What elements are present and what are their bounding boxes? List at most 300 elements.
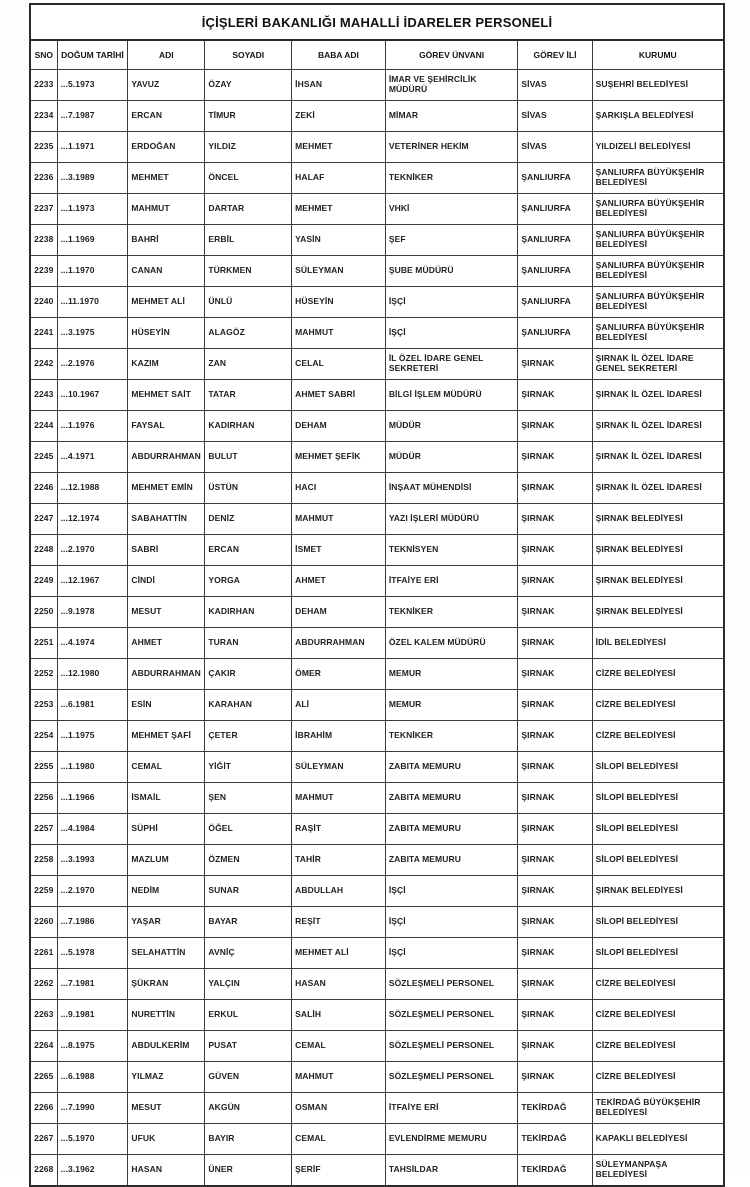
cell-dogum: ...10.1967 — [57, 380, 128, 411]
cell-unvan: SÖZLEŞMELİ PERSONEL — [385, 1031, 518, 1062]
cell-sno: 2243 — [30, 380, 57, 411]
cell-sno: 2249 — [30, 566, 57, 597]
table-row — [30, 845, 724, 876]
cell-dogum: ...7.1986 — [57, 907, 128, 938]
cell-unvan: MİMAR — [385, 101, 518, 132]
cell-il: ŞIRNAK — [518, 442, 592, 473]
cell-kurum: ŞIRNAK BELEDİYESİ — [592, 504, 724, 535]
cell-soyadi: YALÇIN — [205, 969, 292, 1000]
cell-il: ŞIRNAK — [518, 814, 592, 845]
table-row — [30, 1062, 724, 1093]
column-header-dogum: DOĞUM TARİHİ — [57, 40, 128, 70]
cell-sno: 2268 — [30, 1155, 57, 1187]
cell-soyadi: BAYIR — [205, 1124, 292, 1155]
cell-sno: 2248 — [30, 535, 57, 566]
cell-dogum: ...1.1975 — [57, 721, 128, 752]
cell-dogum: ...7.1990 — [57, 1093, 128, 1124]
cell-kurum: ŞIRNAK BELEDİYESİ — [592, 566, 724, 597]
cell-kurum: ŞANLIURFA BÜYÜKŞEHİR BELEDİYESİ — [592, 256, 724, 287]
cell-unvan: EVLENDİRME MEMURU — [385, 1124, 518, 1155]
table-row — [30, 721, 724, 752]
cell-baba: CEMAL — [292, 1031, 386, 1062]
cell-kurum: ŞANLIURFA BÜYÜKŞEHİR BELEDİYESİ — [592, 163, 724, 194]
cell-sno: 2254 — [30, 721, 57, 752]
cell-adi: SELAHATTİN — [128, 938, 205, 969]
table-row — [30, 628, 724, 659]
cell-soyadi: YİĞİT — [205, 752, 292, 783]
cell-kurum: CİZRE BELEDİYESİ — [592, 1000, 724, 1031]
cell-il: SİVAS — [518, 101, 592, 132]
cell-dogum: ...4.1974 — [57, 628, 128, 659]
cell-sno: 2247 — [30, 504, 57, 535]
cell-unvan: MÜDÜR — [385, 411, 518, 442]
cell-sno: 2237 — [30, 194, 57, 225]
cell-soyadi: ÖZAY — [205, 70, 292, 101]
cell-unvan: İŞÇİ — [385, 907, 518, 938]
cell-adi: HASAN — [128, 1155, 205, 1187]
cell-sno: 2256 — [30, 783, 57, 814]
cell-sno: 2242 — [30, 349, 57, 380]
cell-il: TEKİRDAĞ — [518, 1124, 592, 1155]
table-row — [30, 256, 724, 287]
table-row — [30, 1031, 724, 1062]
cell-dogum: ...11.1970 — [57, 287, 128, 318]
cell-adi: MESUT — [128, 597, 205, 628]
cell-soyadi: GÜVEN — [205, 1062, 292, 1093]
cell-dogum: ...3.1962 — [57, 1155, 128, 1187]
table-row — [30, 504, 724, 535]
cell-il: ŞIRNAK — [518, 969, 592, 1000]
cell-adi: ABDURRAHMAN — [128, 659, 205, 690]
cell-il: ŞIRNAK — [518, 535, 592, 566]
cell-unvan: ZABITA MEMURU — [385, 814, 518, 845]
cell-il: ŞIRNAK — [518, 473, 592, 504]
cell-kurum: CİZRE BELEDİYESİ — [592, 721, 724, 752]
cell-unvan: ÖZEL KALEM MÜDÜRÜ — [385, 628, 518, 659]
cell-soyadi: ÖNCEL — [205, 163, 292, 194]
table-row — [30, 473, 724, 504]
cell-sno: 2255 — [30, 752, 57, 783]
cell-unvan: SÖZLEŞMELİ PERSONEL — [385, 969, 518, 1000]
cell-kurum: ŞIRNAK BELEDİYESİ — [592, 876, 724, 907]
table-row — [30, 876, 724, 907]
cell-baba: AHMET SABRİ — [292, 380, 386, 411]
column-header-adi: ADI — [128, 40, 205, 70]
cell-sno: 2259 — [30, 876, 57, 907]
cell-adi: YAVUZ — [128, 70, 205, 101]
cell-unvan: İTFAİYE ERİ — [385, 566, 518, 597]
cell-kurum: SİLOPİ BELEDİYESİ — [592, 783, 724, 814]
cell-adi: HÜSEYİN — [128, 318, 205, 349]
cell-unvan: VETERİNER HEKİM — [385, 132, 518, 163]
cell-adi: MEHMET — [128, 163, 205, 194]
cell-il: ŞIRNAK — [518, 1062, 592, 1093]
cell-adi: AHMET — [128, 628, 205, 659]
cell-dogum: ...5.1970 — [57, 1124, 128, 1155]
cell-baba: CELAL — [292, 349, 386, 380]
table-row — [30, 442, 724, 473]
cell-kurum: ŞIRNAK BELEDİYESİ — [592, 597, 724, 628]
cell-unvan: ZABITA MEMURU — [385, 783, 518, 814]
cell-baba: TAHİR — [292, 845, 386, 876]
table-head — [30, 4, 724, 70]
cell-dogum: ...1.1976 — [57, 411, 128, 442]
cell-adi: CİNDİ — [128, 566, 205, 597]
cell-il: ŞIRNAK — [518, 845, 592, 876]
cell-baba: ABDULLAH — [292, 876, 386, 907]
cell-baba: MAHMUT — [292, 1062, 386, 1093]
cell-sno: 2267 — [30, 1124, 57, 1155]
cell-soyadi: ERKUL — [205, 1000, 292, 1031]
cell-adi: ŞÜKRAN — [128, 969, 205, 1000]
column-header-kurum: KURUMU — [592, 40, 724, 70]
cell-kurum: CİZRE BELEDİYESİ — [592, 659, 724, 690]
cell-dogum: ...2.1970 — [57, 876, 128, 907]
cell-soyadi: TÜRKMEN — [205, 256, 292, 287]
cell-il: SİVAS — [518, 132, 592, 163]
cell-baba: SALİH — [292, 1000, 386, 1031]
cell-unvan: SÖZLEŞMELİ PERSONEL — [385, 1062, 518, 1093]
cell-il: ŞIRNAK — [518, 907, 592, 938]
table-row — [30, 566, 724, 597]
cell-baba: DEHAM — [292, 411, 386, 442]
cell-kurum: SUŞEHRİ BELEDİYESİ — [592, 70, 724, 101]
cell-soyadi: DARTAR — [205, 194, 292, 225]
cell-dogum: ...4.1984 — [57, 814, 128, 845]
cell-kurum: TEKİRDAĞ BÜYÜKŞEHİR BELEDİYESİ — [592, 1093, 724, 1124]
cell-kurum: ŞANLIURFA BÜYÜKŞEHİR BELEDİYESİ — [592, 318, 724, 349]
cell-baba: MEHMET ŞEFİK — [292, 442, 386, 473]
cell-il: ŞIRNAK — [518, 876, 592, 907]
cell-sno: 2253 — [30, 690, 57, 721]
cell-sno: 2263 — [30, 1000, 57, 1031]
cell-adi: MAHMUT — [128, 194, 205, 225]
cell-baba: MEHMET — [292, 132, 386, 163]
title-row — [30, 4, 724, 40]
cell-baba: HASAN — [292, 969, 386, 1000]
page-title: İÇİŞLERİ BAKANLIĞI MAHALLİ İDARELER PERSONELİ — [30, 4, 724, 40]
cell-sno: 2233 — [30, 70, 57, 101]
cell-dogum: ...5.1973 — [57, 70, 128, 101]
cell-adi: ESİN — [128, 690, 205, 721]
cell-unvan: TEKNİKER — [385, 163, 518, 194]
cell-kurum: ŞIRNAK BELEDİYESİ — [592, 535, 724, 566]
cell-adi: İSMAİL — [128, 783, 205, 814]
cell-kurum: ŞIRNAK İL ÖZEL İDARESİ — [592, 411, 724, 442]
cell-sno: 2238 — [30, 225, 57, 256]
cell-sno: 2266 — [30, 1093, 57, 1124]
cell-soyadi: KARAHAN — [205, 690, 292, 721]
cell-soyadi: DENİZ — [205, 504, 292, 535]
cell-baba: ŞERİF — [292, 1155, 386, 1187]
cell-adi: NURETTİN — [128, 1000, 205, 1031]
cell-sno: 2262 — [30, 969, 57, 1000]
table-row — [30, 783, 724, 814]
cell-adi: SABRİ — [128, 535, 205, 566]
cell-soyadi: SUNAR — [205, 876, 292, 907]
cell-kurum: CİZRE BELEDİYESİ — [592, 1062, 724, 1093]
column-header-unvan: GÖREV ÜNVANI — [385, 40, 518, 70]
cell-unvan: İL ÖZEL İDARE GENEL SEKRETERİ — [385, 349, 518, 380]
cell-adi: MESUT — [128, 1093, 205, 1124]
cell-baba: İBRAHİM — [292, 721, 386, 752]
cell-baba: İHSAN — [292, 70, 386, 101]
cell-unvan: İŞÇİ — [385, 938, 518, 969]
cell-dogum: ...7.1981 — [57, 969, 128, 1000]
table-row — [30, 938, 724, 969]
cell-unvan: SÖZLEŞMELİ PERSONEL — [385, 1000, 518, 1031]
cell-soyadi: AVNİÇ — [205, 938, 292, 969]
table-row — [30, 752, 724, 783]
table-row — [30, 814, 724, 845]
cell-dogum: ...12.1988 — [57, 473, 128, 504]
cell-il: ŞIRNAK — [518, 628, 592, 659]
cell-adi: YILMAZ — [128, 1062, 205, 1093]
cell-kurum: ŞARKIŞLA BELEDİYESİ — [592, 101, 724, 132]
cell-sno: 2246 — [30, 473, 57, 504]
column-header-il: GÖREV İLİ — [518, 40, 592, 70]
cell-baba: HACI — [292, 473, 386, 504]
cell-unvan: İŞÇİ — [385, 287, 518, 318]
cell-unvan: YAZI İŞLERİ MÜDÜRÜ — [385, 504, 518, 535]
table-row — [30, 411, 724, 442]
cell-adi: ABDULKERİM — [128, 1031, 205, 1062]
cell-unvan: ŞUBE MÜDÜRÜ — [385, 256, 518, 287]
cell-il: ŞIRNAK — [518, 411, 592, 442]
cell-il: ŞIRNAK — [518, 783, 592, 814]
cell-il: TEKİRDAĞ — [518, 1155, 592, 1187]
cell-kurum: SİLOPİ BELEDİYESİ — [592, 752, 724, 783]
table-row — [30, 101, 724, 132]
cell-il: TEKİRDAĞ — [518, 1093, 592, 1124]
cell-soyadi: ZAN — [205, 349, 292, 380]
cell-dogum: ...3.1975 — [57, 318, 128, 349]
cell-baba: SÜLEYMAN — [292, 752, 386, 783]
cell-il: SİVAS — [518, 70, 592, 101]
cell-il: ŞIRNAK — [518, 1000, 592, 1031]
cell-soyadi: BULUT — [205, 442, 292, 473]
cell-kurum: İDİL BELEDİYESİ — [592, 628, 724, 659]
cell-kurum: SİLOPİ BELEDİYESİ — [592, 814, 724, 845]
cell-dogum: ...9.1981 — [57, 1000, 128, 1031]
cell-baba: MEHMET ALİ — [292, 938, 386, 969]
cell-baba: CEMAL — [292, 1124, 386, 1155]
cell-kurum: KAPAKLI BELEDİYESİ — [592, 1124, 724, 1155]
cell-adi: NEDİM — [128, 876, 205, 907]
cell-baba: İSMET — [292, 535, 386, 566]
cell-il: ŞIRNAK — [518, 504, 592, 535]
cell-unvan: İNŞAAT MÜHENDİSİ — [385, 473, 518, 504]
cell-il: ŞIRNAK — [518, 380, 592, 411]
column-header-sno: SNO — [30, 40, 57, 70]
cell-kurum: SÜLEYMANPAŞA BELEDİYESİ — [592, 1155, 724, 1187]
cell-adi: ABDURRAHMAN — [128, 442, 205, 473]
column-header-soyadi: SOYADI — [205, 40, 292, 70]
cell-dogum: ...3.1993 — [57, 845, 128, 876]
cell-baba: YASİN — [292, 225, 386, 256]
cell-kurum: CİZRE BELEDİYESİ — [592, 1031, 724, 1062]
cell-il: ŞIRNAK — [518, 1031, 592, 1062]
cell-dogum: ...7.1987 — [57, 101, 128, 132]
cell-baba: RAŞİT — [292, 814, 386, 845]
table-row — [30, 132, 724, 163]
cell-kurum: ŞANLIURFA BÜYÜKŞEHİR BELEDİYESİ — [592, 194, 724, 225]
cell-soyadi: PUSAT — [205, 1031, 292, 1062]
cell-baba: MAHMUT — [292, 783, 386, 814]
cell-il: ŞIRNAK — [518, 659, 592, 690]
cell-dogum: ...12.1967 — [57, 566, 128, 597]
table-row — [30, 225, 724, 256]
column-header-baba: BABA ADI — [292, 40, 386, 70]
cell-baba: MAHMUT — [292, 318, 386, 349]
cell-kurum: ŞANLIURFA BÜYÜKŞEHİR BELEDİYESİ — [592, 225, 724, 256]
cell-soyadi: TİMUR — [205, 101, 292, 132]
cell-il: ŞIRNAK — [518, 752, 592, 783]
table-row — [30, 194, 724, 225]
cell-soyadi: TURAN — [205, 628, 292, 659]
cell-il: ŞIRNAK — [518, 690, 592, 721]
cell-baba: HÜSEYİN — [292, 287, 386, 318]
table-body — [30, 70, 724, 1187]
cell-il: ŞANLIURFA — [518, 194, 592, 225]
cell-il: ŞANLIURFA — [518, 163, 592, 194]
cell-sno: 2252 — [30, 659, 57, 690]
cell-dogum: ...1.1970 — [57, 256, 128, 287]
cell-unvan: İŞÇİ — [385, 318, 518, 349]
cell-unvan: ŞEF — [385, 225, 518, 256]
cell-il: ŞIRNAK — [518, 566, 592, 597]
cell-kurum: SİLOPİ BELEDİYESİ — [592, 845, 724, 876]
cell-soyadi: ÇAKIR — [205, 659, 292, 690]
cell-dogum: ...12.1974 — [57, 504, 128, 535]
cell-il: ŞANLIURFA — [518, 225, 592, 256]
cell-baba: MAHMUT — [292, 504, 386, 535]
cell-dogum: ...12.1980 — [57, 659, 128, 690]
cell-unvan: MEMUR — [385, 690, 518, 721]
table-row — [30, 1155, 724, 1187]
cell-baba: AHMET — [292, 566, 386, 597]
cell-adi: MEHMET ŞAFİ — [128, 721, 205, 752]
cell-soyadi: ALAGÖZ — [205, 318, 292, 349]
cell-soyadi: KADIRHAN — [205, 597, 292, 628]
cell-baba: ALİ — [292, 690, 386, 721]
table-row — [30, 318, 724, 349]
cell-adi: ERCAN — [128, 101, 205, 132]
cell-adi: MEHMET EMİN — [128, 473, 205, 504]
cell-unvan: TEKNİKER — [385, 597, 518, 628]
column-header-row — [30, 40, 724, 70]
cell-unvan: İŞÇİ — [385, 876, 518, 907]
cell-unvan: TAHSİLDAR — [385, 1155, 518, 1187]
table-row — [30, 70, 724, 101]
cell-dogum: ...1.1971 — [57, 132, 128, 163]
cell-dogum: ...2.1970 — [57, 535, 128, 566]
cell-kurum: ŞIRNAK İL ÖZEL İDARESİ — [592, 442, 724, 473]
cell-baba: OSMAN — [292, 1093, 386, 1124]
cell-baba: REŞİT — [292, 907, 386, 938]
cell-il: ŞIRNAK — [518, 597, 592, 628]
cell-soyadi: BAYAR — [205, 907, 292, 938]
cell-soyadi: AKGÜN — [205, 1093, 292, 1124]
cell-adi: CEMAL — [128, 752, 205, 783]
cell-soyadi: KADIRHAN — [205, 411, 292, 442]
cell-sno: 2250 — [30, 597, 57, 628]
cell-soyadi: YORGA — [205, 566, 292, 597]
cell-il: ŞANLIURFA — [518, 256, 592, 287]
cell-soyadi: ÜNLÜ — [205, 287, 292, 318]
cell-kurum: CİZRE BELEDİYESİ — [592, 690, 724, 721]
cell-unvan: ZABITA MEMURU — [385, 752, 518, 783]
cell-soyadi: ÜSTÜN — [205, 473, 292, 504]
cell-dogum: ...4.1971 — [57, 442, 128, 473]
table-row — [30, 597, 724, 628]
table-row — [30, 969, 724, 1000]
cell-unvan: MÜDÜR — [385, 442, 518, 473]
cell-soyadi: ERBİL — [205, 225, 292, 256]
table-row — [30, 380, 724, 411]
cell-adi: SABAHATTİN — [128, 504, 205, 535]
cell-soyadi: ÖĞEL — [205, 814, 292, 845]
cell-soyadi: YILDIZ — [205, 132, 292, 163]
cell-sno: 2258 — [30, 845, 57, 876]
cell-adi: ERDOĞAN — [128, 132, 205, 163]
table-row — [30, 349, 724, 380]
table-row — [30, 907, 724, 938]
cell-soyadi: ÖZMEN — [205, 845, 292, 876]
cell-adi: KAZIM — [128, 349, 205, 380]
cell-sno: 2234 — [30, 101, 57, 132]
cell-sno: 2240 — [30, 287, 57, 318]
cell-baba: SÜLEYMAN — [292, 256, 386, 287]
cell-dogum: ...1.1966 — [57, 783, 128, 814]
cell-sno: 2261 — [30, 938, 57, 969]
cell-sno: 2244 — [30, 411, 57, 442]
cell-kurum: ŞIRNAK İL ÖZEL İDARESİ — [592, 380, 724, 411]
cell-unvan: İMAR VE ŞEHİRCİLİK MÜDÜRÜ — [385, 70, 518, 101]
cell-soyadi: ŞEN — [205, 783, 292, 814]
cell-baba: DEHAM — [292, 597, 386, 628]
cell-soyadi: TATAR — [205, 380, 292, 411]
cell-adi: YAŞAR — [128, 907, 205, 938]
table-row — [30, 1093, 724, 1124]
cell-il: ŞANLIURFA — [518, 318, 592, 349]
cell-dogum: ...6.1981 — [57, 690, 128, 721]
cell-sno: 2264 — [30, 1031, 57, 1062]
cell-sno: 2236 — [30, 163, 57, 194]
cell-sno: 2239 — [30, 256, 57, 287]
cell-sno: 2260 — [30, 907, 57, 938]
cell-dogum: ...2.1976 — [57, 349, 128, 380]
cell-adi: BAHRİ — [128, 225, 205, 256]
cell-adi: MEHMET SAİT — [128, 380, 205, 411]
cell-unvan: MEMUR — [385, 659, 518, 690]
cell-adi: UFUK — [128, 1124, 205, 1155]
cell-adi: SÜPHİ — [128, 814, 205, 845]
cell-soyadi: ÇETER — [205, 721, 292, 752]
cell-dogum: ...1.1980 — [57, 752, 128, 783]
cell-il: ŞIRNAK — [518, 938, 592, 969]
cell-unvan: İTFAİYE ERİ — [385, 1093, 518, 1124]
cell-kurum: CİZRE BELEDİYESİ — [592, 969, 724, 1000]
cell-sno: 2257 — [30, 814, 57, 845]
cell-adi: FAYSAL — [128, 411, 205, 442]
cell-dogum: ...3.1989 — [57, 163, 128, 194]
table-row — [30, 1124, 724, 1155]
table-row — [30, 690, 724, 721]
cell-dogum: ...6.1988 — [57, 1062, 128, 1093]
cell-sno: 2251 — [30, 628, 57, 659]
cell-unvan: BİLGİ İŞLEM MÜDÜRÜ — [385, 380, 518, 411]
